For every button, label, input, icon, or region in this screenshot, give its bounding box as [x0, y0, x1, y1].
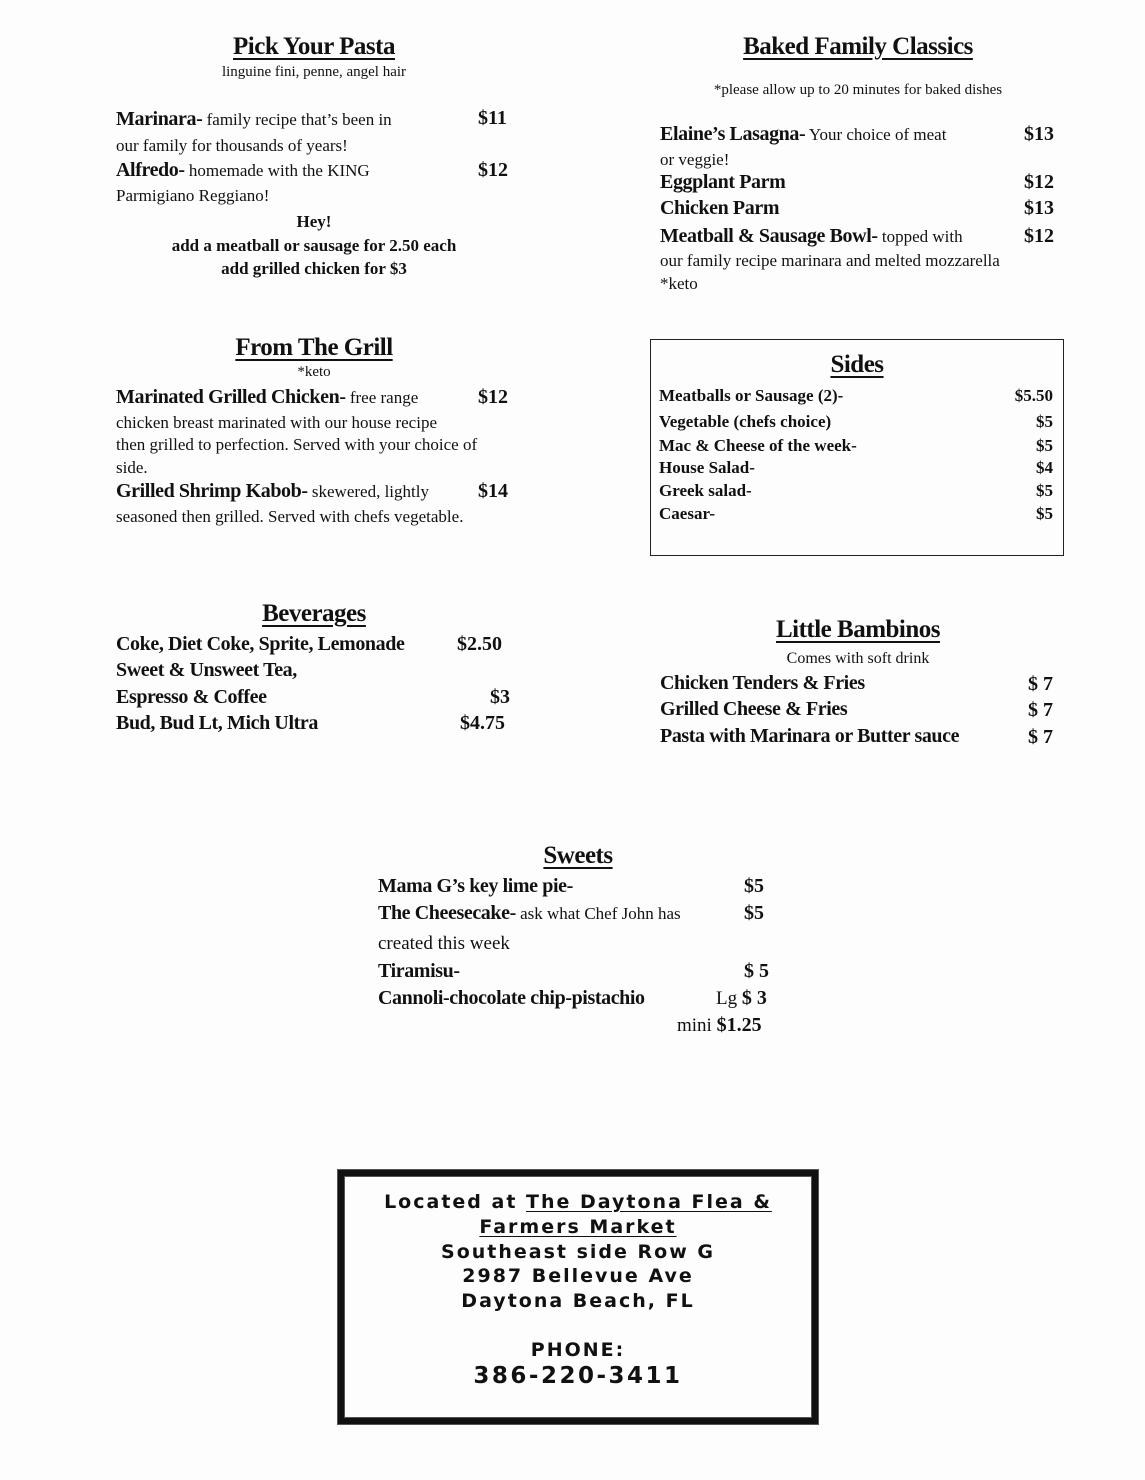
- keto-note: *keto: [660, 274, 698, 293]
- side-name: Greek salad-: [659, 481, 752, 500]
- grill-note: *keto: [297, 364, 331, 380]
- sweet-name: Mama G’s key lime pie-: [378, 875, 573, 897]
- item-desc: or veggie!: [660, 150, 730, 169]
- beverage-name: Espresso & Coffee: [116, 686, 267, 708]
- sweet-price: $ 5: [744, 960, 769, 982]
- menu-item-meatball-bowl: [660, 225, 963, 248]
- venue-name-cont: Farmers Market: [479, 1216, 677, 1238]
- kids-item-name: Pasta with Marinara or Butter sauce: [660, 725, 960, 747]
- side-name: Vegetable (chefs choice): [659, 412, 832, 431]
- addon-hey: Hey!: [296, 212, 332, 231]
- side-price: $4: [1036, 458, 1053, 477]
- beverage-price: $3: [490, 686, 510, 708]
- side-price: $5: [1036, 436, 1053, 455]
- side-name: Mac & Cheese of the week-: [659, 436, 857, 455]
- location-line-1: [344, 1190, 812, 1215]
- item-price: $13: [1024, 197, 1054, 219]
- item-name: Grilled Shrimp Kabob-: [116, 480, 308, 502]
- item-name: Eggplant Parm: [660, 171, 786, 193]
- sweet-price: $1.25: [716, 1014, 762, 1036]
- kids-item-name: Grilled Cheese & Fries: [660, 698, 848, 720]
- item-desc: Parmigiano Reggiano!: [116, 186, 270, 205]
- sweet-price: $ 3: [741, 987, 767, 1009]
- addon-chicken: add grilled chicken for $3: [221, 259, 407, 278]
- cannoli-price-large: [716, 987, 767, 1010]
- item-price: $14: [478, 480, 508, 502]
- item-desc: created this week: [378, 933, 510, 954]
- menu-item-chicken-parm: [660, 197, 779, 220]
- item-name: Marinated Grilled Chicken-: [116, 386, 346, 408]
- item-name: The Cheesecake-: [378, 902, 516, 924]
- phone-number: 386-220-3411: [473, 1363, 683, 1389]
- side-price: $5: [1036, 481, 1053, 500]
- side-name: House Salad-: [659, 458, 755, 477]
- item-desc: free range: [345, 388, 419, 407]
- item-name: Meatball & Sausage Bowl-: [660, 225, 878, 247]
- side-name: Caesar-: [659, 504, 716, 523]
- pasta-title: Pick Your Pasta: [233, 33, 395, 60]
- sweet-price: $5: [744, 875, 764, 897]
- item-desc: Your choice of meat: [805, 125, 947, 144]
- location-line-4: 2987 Bellevue Ave: [462, 1265, 694, 1287]
- item-price: $11: [478, 107, 507, 129]
- item-price: $12: [1024, 171, 1054, 193]
- menu-item-marinara: [116, 108, 392, 131]
- sweets-title: Sweets: [543, 842, 613, 869]
- cannoli-price-mini: [677, 1014, 762, 1037]
- menu-item-grilled-chicken: [116, 386, 418, 409]
- menu-item-lasagna: [660, 123, 946, 146]
- location-line-3: Southeast side Row G: [441, 1241, 715, 1263]
- beverage-price: $4.75: [460, 712, 505, 734]
- grill-title: From The Grill: [235, 334, 393, 361]
- size-label: Lg: [716, 988, 742, 1009]
- side-price: $5.50: [1014, 386, 1053, 405]
- item-desc: seasoned then grilled. Served with chefs vegetable.: [116, 507, 464, 526]
- kids-item-price: $ 7: [1028, 673, 1053, 695]
- menu-item-alfredo: [116, 159, 370, 182]
- menu-item-cheesecake: [378, 902, 681, 925]
- item-desc: then grilled to perfection. Served with your choice of: [116, 435, 478, 454]
- pasta-subtitle: linguine fini, penne, angel hair: [221, 64, 407, 80]
- sides-title: Sides: [830, 351, 884, 378]
- item-name: Marinara-: [116, 108, 203, 130]
- baked-note: *please allow up to 20 minutes for baked dishes: [713, 82, 1003, 98]
- sweet-price: $5: [744, 902, 764, 924]
- item-desc: family recipe that’s been in: [202, 110, 392, 129]
- size-label: mini: [677, 1015, 717, 1036]
- kids-item-price: $ 7: [1028, 726, 1053, 748]
- menu-item-shrimp-kabob: [116, 480, 429, 503]
- beverages-title: Beverages: [262, 600, 366, 627]
- item-price: $12: [478, 386, 508, 408]
- item-name: Elaine’s Lasagna-: [660, 123, 806, 145]
- item-desc: ask what Chef John has: [515, 904, 681, 923]
- location-line-2: [344, 1215, 812, 1240]
- item-desc: our family recipe marinara and melted mozzarella: [660, 251, 1000, 270]
- item-desc: chicken breast marinated with our house recipe: [116, 413, 437, 432]
- item-desc: skewered, lightly: [307, 482, 429, 501]
- item-desc: topped with: [877, 227, 963, 246]
- item-desc: side.: [116, 458, 148, 477]
- bambinos-subtitle: Comes with soft drink: [786, 650, 930, 667]
- bambinos-title: Little Bambinos: [775, 616, 941, 643]
- addon-meatball: add a meatball or sausage for 2.50 each: [171, 236, 457, 255]
- location-prefix: Located at: [384, 1191, 527, 1213]
- location-line-5: Daytona Beach, FL: [461, 1290, 695, 1312]
- sweet-name: Cannoli-chocolate chip-pistachio: [378, 987, 645, 1009]
- item-name: Alfredo-: [116, 159, 185, 181]
- side-name: Meatballs or Sausage (2)-: [659, 386, 844, 405]
- beverage-name: Coke, Diet Coke, Sprite, Lemonade: [116, 633, 405, 655]
- side-price: $5: [1036, 504, 1053, 523]
- menu-item-eggplant-parm: [660, 171, 785, 194]
- baked-title: Baked Family Classics: [743, 33, 973, 60]
- item-name: Chicken Parm: [660, 197, 780, 219]
- sweet-name: Tiramisu-: [378, 960, 460, 982]
- item-price: $12: [478, 159, 508, 181]
- location-box: [338, 1170, 818, 1424]
- kids-item-price: $ 7: [1028, 699, 1053, 721]
- side-price: $5: [1036, 412, 1053, 431]
- item-desc: our family for thousands of years!: [116, 136, 348, 155]
- item-price: $13: [1024, 123, 1054, 145]
- item-price: $12: [1024, 225, 1054, 247]
- venue-name: The Daytona Flea &: [526, 1191, 772, 1213]
- kids-item-name: Chicken Tenders & Fries: [660, 672, 865, 694]
- phone-label: PHONE:: [530, 1339, 626, 1361]
- beverage-name: Bud, Bud Lt, Mich Ultra: [116, 712, 318, 734]
- item-desc: homemade with the KING: [184, 161, 370, 180]
- beverage-price: $2.50: [457, 633, 502, 655]
- sides-section: [650, 339, 1064, 556]
- beverage-name: Sweet & Unsweet Tea,: [116, 659, 297, 681]
